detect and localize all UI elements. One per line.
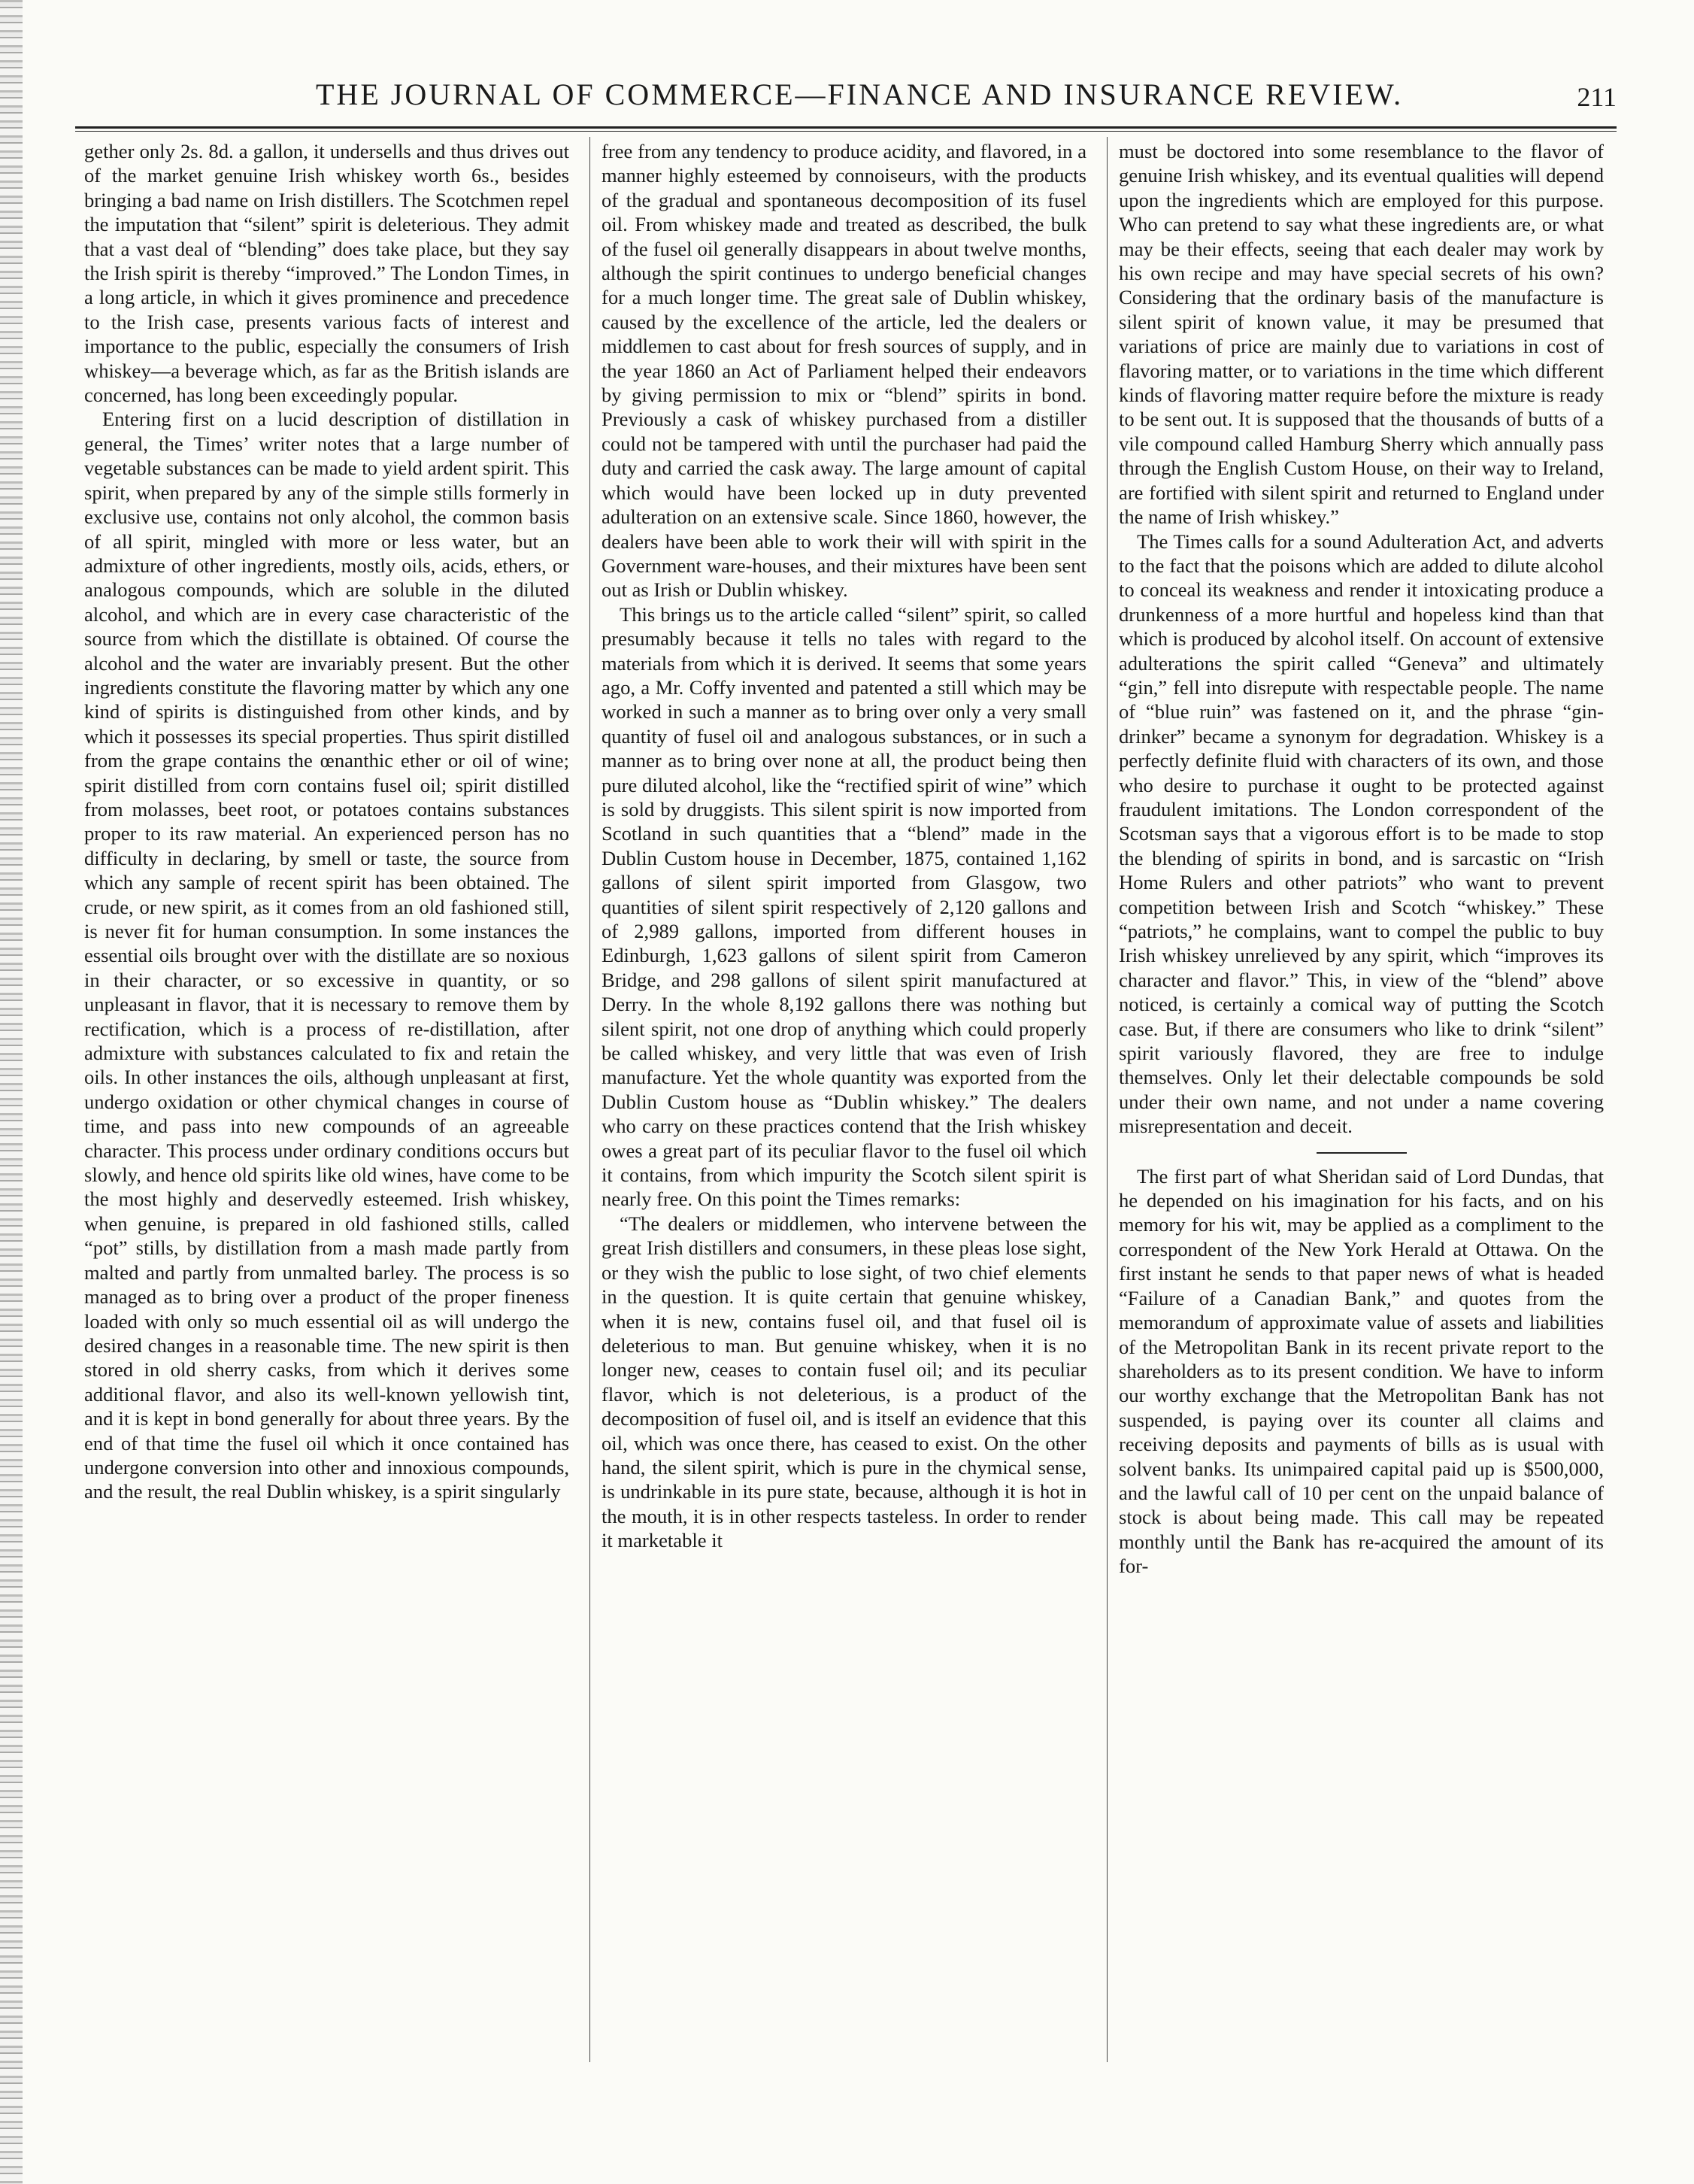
text-column-2 — [602, 139, 1086, 2053]
article-separator — [1317, 1152, 1407, 1154]
paragraph: free from any tendency to produce acidity, and flavored, in a manner highly esteemed by connoiseurs, with the products of the gradual and spontaneous decomposition of its fusel oil. From whiskey made and treated as described, the bulk of the fusel oil generally disappears in about twelve months, although the spirit continues to undergo beneficial changes for a much longer time. The great sale of Dublin whiskey, caused by the excellence of the article, led the dealers or middlemen to cast about for fresh sources of supply, and in the year 1860 an Act of Parliament helped their endeavors by giving permission to mix or “blend” spirits in bond. Previously a cask of whiskey purchased from a distiller could not be tampered with until the purchaser had paid the duty and carried the cask away. The large amount of capital which would have been locked up in duty prevented adulteration on an extensive scale. Since 1860, however, the dealers have been able to work their will with spirit in the Government ware-houses, and their mixtures have been sent out as Irish or Dublin whiskey. — [602, 140, 1086, 602]
header-rule-thick — [75, 126, 1617, 129]
text-column-1 — [84, 139, 569, 2053]
column-divider — [1107, 137, 1108, 2062]
paragraph: Entering first on a lucid description of distillation in general, the Times’ writer notes that a large number of vegetable substances can be made to yield ardent spirit. This spirit, when prepared by any of the simple stills formerly in exclusive use, contains not only alcohol, the common basis of all spirit, mingled with more or less water, but an admixture of other ingredients, mostly oils, acids, ethers, or analogous compounds, which are soluble in the diluted alcohol, and which are in every case characteristic of the source from which the distillate is obtained. Of course the alcohol and the water are invariably present. But the other ingredients constitute the flavoring matter by which any one kind of spirits is distinguished from other kinds, and by which it possesses its special properties. Thus spirit distilled from the grape contains the œnanthic ether or oil of wine; spirit distilled from corn contains fusel oil; spirit distilled from molasses, beet root, or potatoes contains substances proper to its raw material. An experienced person has no difficulty in declaring, by smell or taste, the source from which any sample of recent spirit has been obtained. The crude, or new spirit, as it comes from an old fashioned still, is never fit for human consumption. In some instances the essential oils brought over with the distillate are so noxious in their character, or so excessive in quantity, or so unpleasant in flavor, that it is necessary to remove them by rectification, which is a process of re-distillation, after admixture with substances calculated to fix and retain the oils. In other instances the oils, although unpleasant at first, undergo oxidation or other chymical changes in course of time, and pass into new compounds of an agreeable character. This process under ordinary conditions occurs but slowly, and hence old spirits like old wines, have come to be the most highly and deservedly esteemed. Irish whiskey, when genuine, is prepared in old fashioned stills, called “pot” stills, by distillation from a mash made partly from malted and partly from unmalted barley. The process is so managed as to bring over a product of the proper fineness loaded with only so much essential oil as will undergo the desired changes in a reasonable time. The new spirit is then stored in old sherry casks, from which it derives some additional flavor, and also its well-known yellowish tint, and it is kept in bond generally for about three years. By the end of that time the fusel oil which it once contained has undergone conversion into other and innoxious compounds, and the result, the real Dublin whiskey, is a spirit singularly — [84, 408, 569, 1503]
header-rule-thin — [75, 131, 1617, 132]
paragraph: This brings us to the article called “silent” spirit, so called presumably because it tells no tales with regard to the materials from which it is derived. It seems that some years ago, a Mr. Coffy invented and patented a still which may be worked in such a manner as to bring over only a very small quantity of fusel oil and analogous substances, or in such a manner as to bring over none at all, the product being then pure diluted alcohol, like the “rectified spirit of wine” which is sold by druggists. This silent spirit is now imported from Scotland in such quantities that a “blend” made in the Dublin Custom house in December, 1875, contained 1,162 gallons of silent spirit imported from Glasgow, two quantities of silent spirit respectively of 2,120 gallons and of 2,989 gallons, imported from different houses in Edinburgh, 1,623 gallons of silent spirit from Cameron Bridge, and 298 gallons of silent spirit manufactured at Derry. In the whole 8,192 gallons there was nothing but silent spirit, not one drop of anything which could properly be called whiskey, and very little that was even of Irish manufacture. Yet the whole quantity was exported from the Dublin Custom house as “Dublin whiskey.” The dealers who carry on these practices contend that the Irish whiskey owes a great part of its peculiar flavor to the fusel oil which it contains, from which impurity the Scotch silent spirit is nearly free. On this point the Times remarks: — [602, 602, 1086, 1211]
paragraph: gether only 2s. 8d. a gallon, it undersells and thus drives out of the market genuine Irish whiskey worth 6s., besides bringing a bad name on Irish distillers. The Scotchmen repel the imputation that “silent” spirit is deleterious. They admit that a vast deal of “blending” does take place, but they say the Irish spirit is thereby “improved.” The London Times, in a long article, in which it gives prominence and precedence to the Irish case, presents various facts of interest and importance to the public, especially the consumers of Irish whiskey—a beverage which, as far as the British islands are concerned, has long been exceedingly popular. — [84, 140, 569, 407]
quoted-paragraph: “The dealers or middlemen, who intervene between the great Irish distillers and consumers, in these pleas lose sight, or they wish the public to lose sight, of two chief elements in the question. It is quite certain that genuine whiskey, when it is new, contains fusel oil, and that fusel oil is deleterious to man. But genuine whiskey, when it is no longer new, ceases to contain fusel oil; and its peculiar flavor, which is not deleterious, is a product of the decomposition of fusel oil, and is itself an evidence that this oil, which was once there, has ceased to exist. On the other hand, the silent spirit, which is pure in the chymical sense, is undrinkable in its pure state, because, although it is hot in the mouth, it is in other respects tasteless. In order to render it marketable it — [602, 1212, 1086, 1552]
paragraph: The Times calls for a sound Adulteration Act, and adverts to the fact that the poisons which are added to dilute alcohol to conceal its weakness and render it intoxicating produce a drunkenness of a more hurtful and hopeless kind than that which is produced by alcohol itself. On account of extensive adulterations the spirit called “Geneva” and ultimately “gin,” fell into disrepute with respectable people. The name of “blue ruin” was fastened on it, and the phrase “gin-drinker” became a synonym for degradation. Whiskey is a perfectly definite fluid with characters of its own, and those who desire to purchase it ought to be protected against fraudulent imitations. The London correspondent of the Scotsman says that a vigorous effort is to be made to stop the blending of spirits in bond, and is sarcastic on “Irish Home Rulers and other patriots” who want to prevent competition between Irish and Scotch “whiskey.” These “patriots,” he complains, want to compel the public to buy Irish whiskey unrelieved by any spirit, which “improves its character and flavor.” This, in view of the “blend” above noticed, is certainly a comical way of putting the Scotch case. But, if there are consumers who like to drink “silent” spirit variously flavored, they are free to indulge themselves. Only let their delectable compounds be sold under their own name, and not under a name covering misrepresentation and deceit. — [1119, 529, 1604, 1138]
paragraph: The first part of what Sheridan said of Lord Dundas, that he depended on his imagination for his facts, and on his memory for his wit, may be applied as a compliment to the correspondent of the New York Herald at Ottawa. On the first instant he sends to that paper news of what is headed “Failure of a Canadian Bank,” and quotes from the memorandum of approximate value of assets and liabilities of the Metropolitan Bank in its recent private report to the shareholders as to its present condition. We have to inform our worthy exchange that the Metropolitan Bank has not suspended, is paying over its counter all claims and receiving deposits and payments of bills as is usual with solvent banks. Its unimpaired capital paid up is $500,000, and the lawful call of 10 per cent on the unpaid balance of stock is about being made. This call may be repeated monthly until the Bank has re-acquired the amount of its for- — [1119, 1164, 1604, 1578]
scan-binding-edge — [0, 0, 23, 2184]
paragraph: must be doctored into some resemblance to the flavor of genuine Irish whiskey, and its eventual qualities will depend upon the ingredients which are employed for this purpose. Who can pretend to say what these ingredients are, or what may be their effects, seeing that each dealer may work by his own recipe and may have special secrets of his own? Considering that the ordinary basis of the manufacture is silent spirit of known value, it may be presumed that variations of price are mainly due to variations in cost of flavoring matter, or to variations in the time which different kinds of flavoring matter require before the mixture is ready to be sent out. It is supposed that the thousands of butts of a vile compound called Hamburg Sherry which annually pass through the English Custom House, on their way to Ireland, are fortified with silent spirit and returned to England under the name of Irish whiskey.” — [1119, 140, 1604, 529]
running-title: THE JOURNAL OF COMMERCE—FINANCE AND INSURANCE REVIEW. — [316, 77, 1404, 111]
text-column-3 — [1119, 139, 1604, 2053]
page-number: 211 — [1577, 82, 1617, 112]
column-divider — [589, 137, 590, 2062]
running-header — [90, 75, 1617, 120]
